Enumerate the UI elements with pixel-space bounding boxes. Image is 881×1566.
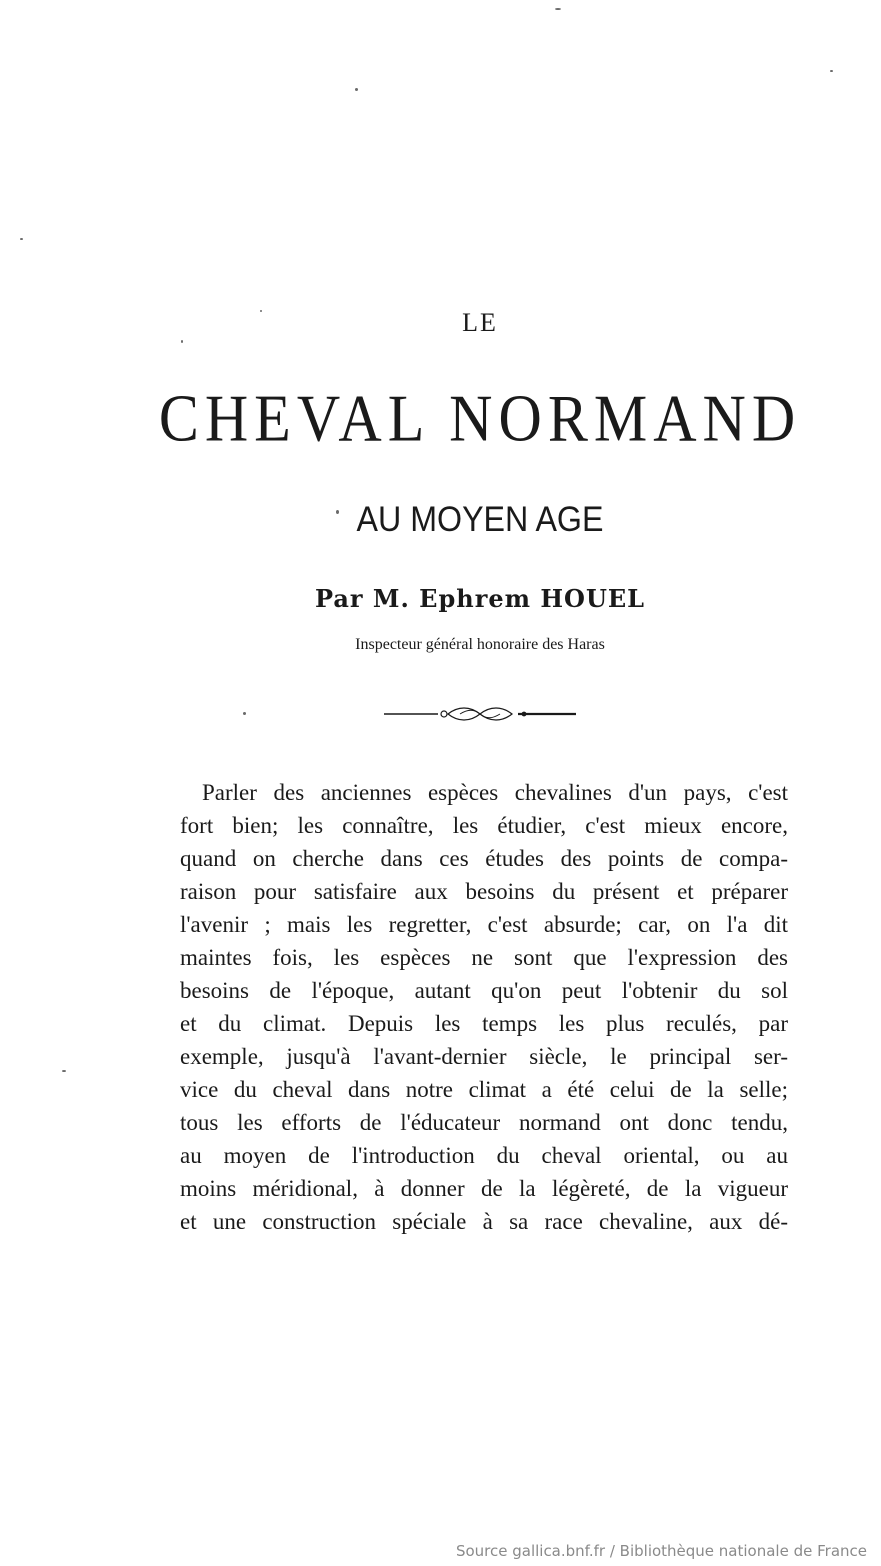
scan-speck (355, 88, 358, 91)
scan-speck (20, 238, 23, 240)
scan-speck (181, 340, 183, 343)
paragraph-line: et une construction spéciale à sa race chevaline, aux dé- (180, 1209, 788, 1234)
author-line: Par M. Ephrem HOUEL (314, 584, 646, 613)
paragraph-line: exemple, jusqu'à l'avant-dernier siècle, le principal ser- (180, 1044, 788, 1069)
subtitle: AU MOYEN AGE (356, 500, 604, 539)
scan-speck (555, 8, 561, 10)
paragraph-line: l'avenir ; mais les regretter, c'est absurde; car, on l'a dit (180, 912, 788, 937)
scan-speck (830, 70, 833, 72)
paragraph-line: fort bien; les connaître, les étudier, c'est mieux encore, (180, 813, 788, 838)
source-footer: Source gallica.bnf.fr / Bibliothèque nationale de France (455, 1542, 867, 1560)
pre-title: LE (462, 308, 498, 337)
paragraph-line: maintes fois, les espèces ne sont que l'expression des (180, 945, 788, 970)
page-title: CHEVAL NORMAND (158, 380, 802, 455)
ornament-divider (380, 702, 580, 726)
scan-speck (62, 1070, 66, 1072)
paragraph-line: raison pour satisfaire aux besoins du présent et préparer (180, 879, 788, 904)
paragraph-line: et du climat. Depuis les temps les plus reculés, par (180, 1011, 788, 1036)
author-title: Inspecteur général honoraire des Haras (355, 636, 605, 653)
paragraph-line: moins méridional, à donner de la légèreté, de la vigueur (180, 1176, 788, 1201)
paragraph-line: vice du cheval dans notre climat a été celui de la selle; (180, 1077, 788, 1102)
paragraph-line: besoins de l'époque, autant qu'on peut l'obtenir du sol (180, 978, 788, 1003)
paragraph-line: Parler des anciennes espèces chevalines d'un pays, c'est (202, 780, 788, 805)
paragraph-line: quand on cherche dans ces études des points de compa- (180, 846, 788, 871)
paragraph-line: tous les efforts de l'éducateur normand ont donc tendu, (180, 1110, 788, 1135)
scan-speck (243, 712, 246, 715)
body-paragraph (180, 776, 788, 1238)
paragraph-line: au moyen de l'introduction du cheval oriental, ou au (180, 1143, 788, 1168)
